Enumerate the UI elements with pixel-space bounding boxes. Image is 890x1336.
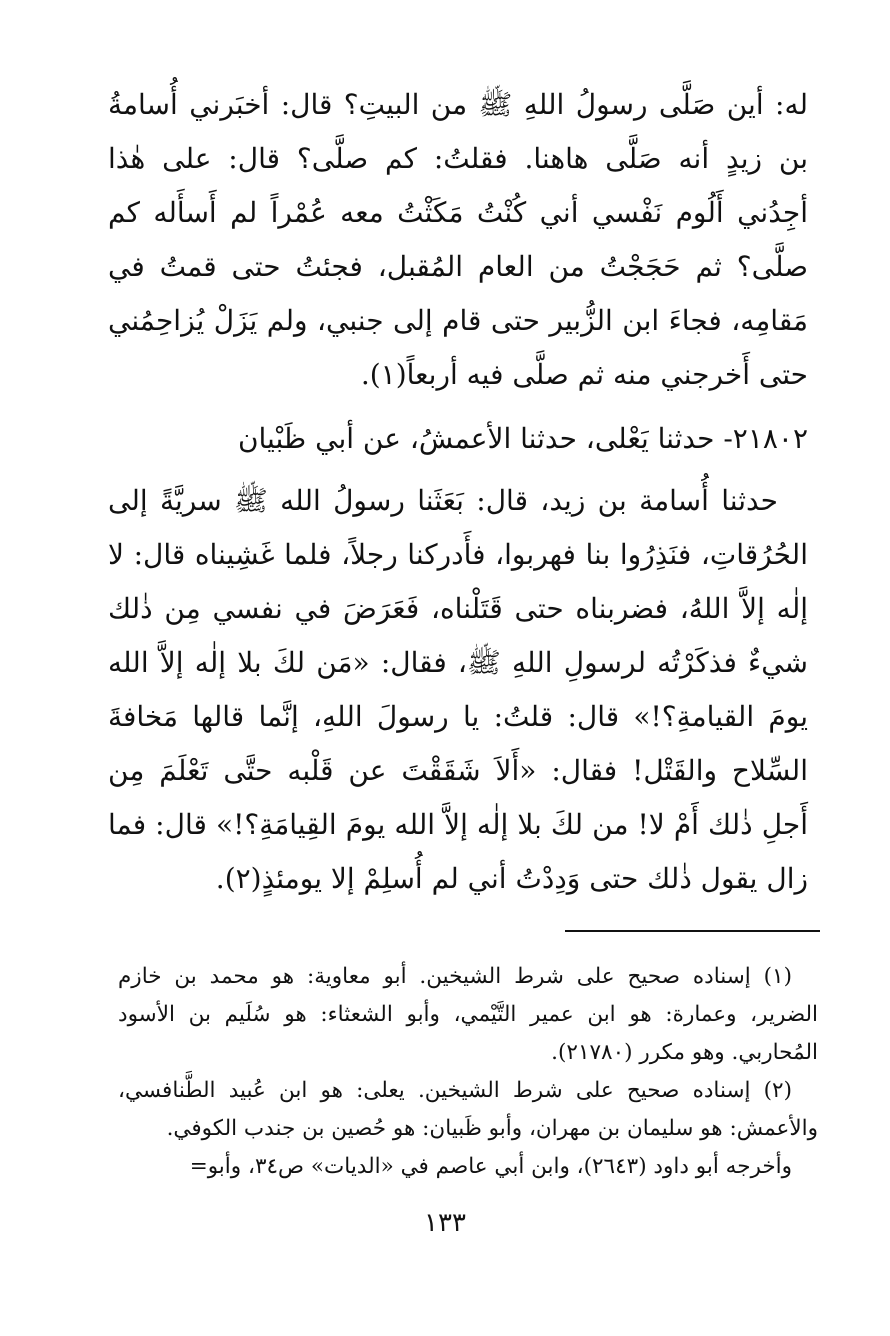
footnote-2-continued: وأخرجه أبو داود (٢٦٤٣)، وابن أبي عاصم في «الديات» ص٣٤، وأبو= bbox=[189, 1154, 792, 1179]
main-text bbox=[108, 78, 808, 906]
footnote-2: (٢) إسناده صحيح على شرط الشيخين. يعلى: هو ابن عُبيد الطَّنافسي، والأعمش: هو سليمان بن مهران، وأبو ظَبيان: هو حُصين بن جندب الكوفي. bbox=[118, 1078, 818, 1141]
footnotes bbox=[118, 958, 818, 1186]
footnote-divider bbox=[565, 930, 820, 932]
hadith-paragraph-2: حدثنا أُسامة بن زيد، قال: بَعَثَنا رسولُ الله ﷺ سريَّةً إلى الحُرُقاتِ، فنَذِرُوا بنا فهربوا، فأَدركنا رجلاً، فلما غَشِيناه قال: لا إلٰه إلاَّ اللهُ، فضربناه حتى قَتَلْناه، فَعَرَضَ في نفسي مِن ذٰلك شيءٌ فذكَرْتُه لرسولِ اللهِ ﷺ، فقال: «مَن لكَ بلا إلٰه إلاَّ الله يومَ القيامةِ؟!» قال: قلتُ: يا رسولَ اللهِ، إنَّما قالها مَخافةَ السِّلاح والقَتْل! فقال: «أَلاَ شَقَقْتَ عن قَلْبه حتَّى تَعْلَمَ مِن أَجلِ ذٰلك أَمْ لا! من لكَ بلا إلٰه إلاَّ الله يومَ القِيامَةِ؟!» قال: فما زال يقول ذٰلك حتى وَدِدْتُ أني لم أُسلِمْ إلا يومئذٍ(٢). bbox=[108, 484, 808, 895]
footnote-1: (١) إسناده صحيح على شرط الشيخين. أبو معاوية: هو محمد بن خازم الضرير، وعمارة: هو ابن عمير التَّيْمي، وأبو الشعثاء: هو سُلَيم بن الأسود المُحاربي. وهو مكرر (٢١٧٨٠). bbox=[118, 964, 818, 1065]
hadith-paragraph-1: له: أين صَلَّى رسولُ اللهِ ﷺ من البيتِ؟ قال: أخبَرني أُسامةُ بن زيدٍ أنه صَلَّى هاهنا. فقلتُ: كم صلَّى؟ قال: على هٰذا أجِدُني أَلُوم نَفْسي أني كُنْتُ مَكَثْتُ معه عُمْراً لم أَسأَله كم صلَّى؟ ثم حَجَجْتُ من العام المُقبل، فجئتُ حتى قمتُ في مَقامِه، فجاءَ ابن الزُّبير حتى قام إلى جنبي، ولم يَزَلْ يُزاحِمُني حتى أَخرجني منه ثم صلَّى فيه أربعاً(١). bbox=[108, 88, 808, 391]
page-number: ١٣٣ bbox=[424, 1208, 466, 1238]
hadith-chain-heading: ٢١٨٠٢- حدثنا يَعْلى، حدثنا الأعمشُ، عن أبي ظَبْيان bbox=[237, 422, 808, 455]
